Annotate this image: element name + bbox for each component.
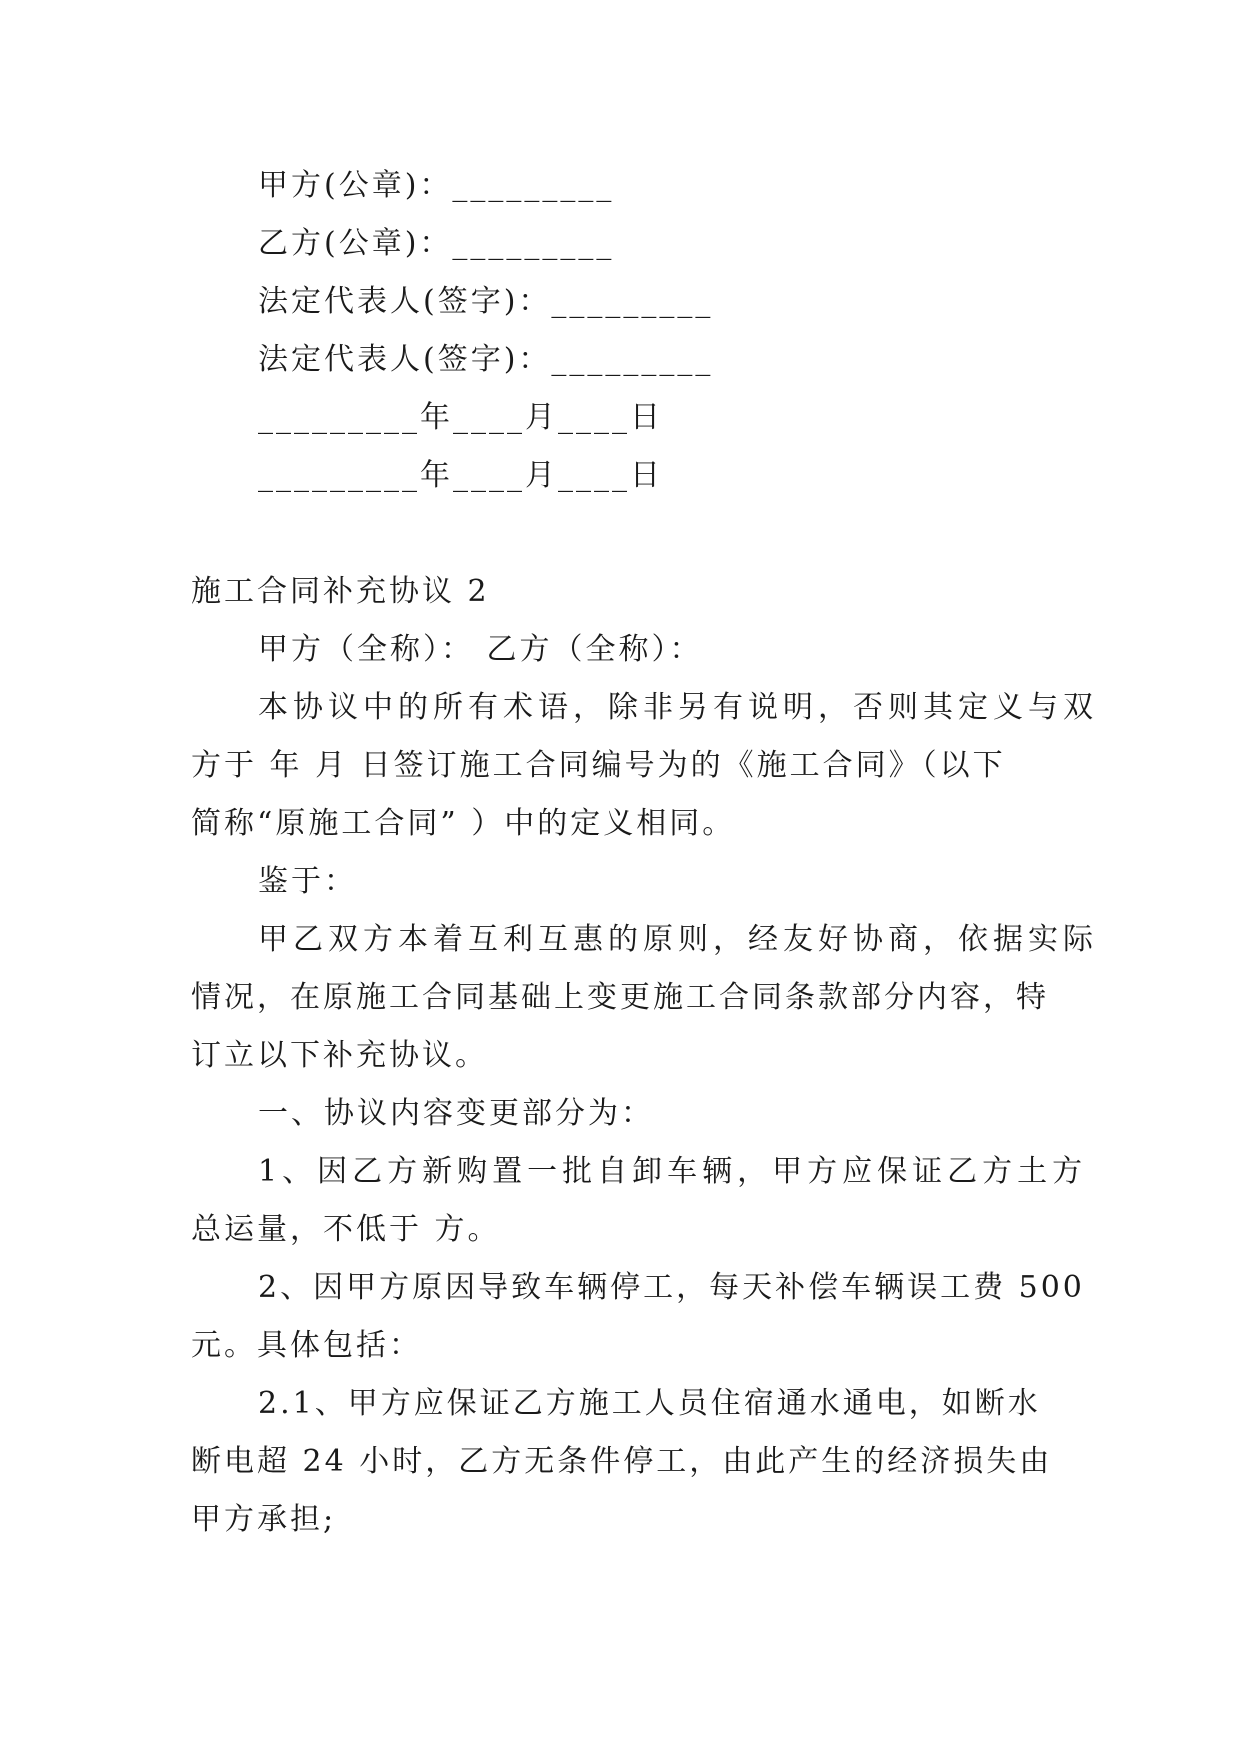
signing-date-line: _________年____月____日 [258, 458, 663, 493]
paragraph-line: 1、因乙方新购置一批自卸车辆，甲方应保证乙方土方 [258, 1154, 1088, 1189]
paragraph-line: 简称“原施工合同” ）中的定义相同。 [191, 806, 736, 841]
paragraph-line: 甲乙双方本着互利互惠的原则，经友好协商，依据实际 [258, 922, 1098, 957]
paragraph-line: 甲方承担; [191, 1502, 337, 1537]
paragraph-line: 2.1、甲方应保证乙方施工人员住宿通水通电，如断水 [258, 1386, 1041, 1421]
legal-rep-signature-line: 法定代表人(签字)：_________ [258, 284, 714, 319]
paragraph-line: 本协议中的所有术语，除非另有说明，否则其定义与双 [258, 690, 1098, 725]
signing-date-line: _________年____月____日 [258, 400, 663, 435]
legal-rep-signature-line: 法定代表人(签字)：_________ [258, 342, 714, 377]
whereas-heading: 鉴于： [258, 864, 357, 899]
paragraph-line: 元。具体包括： [191, 1328, 422, 1363]
paragraph-line: 总运量，不低于 方。 [191, 1212, 501, 1247]
paragraph-line: 情况，在原施工合同基础上变更施工合同条款部分内容，特 [191, 980, 1049, 1015]
party-a-seal-line: 甲方(公章)：_________ [258, 168, 615, 203]
paragraph-line: 2、因甲方原因导致车辆停工，每天补偿车辆误工费 500 [258, 1270, 1085, 1305]
paragraph-line: 断电超 24 小时，乙方无条件停工，由此产生的经济损失由 [191, 1444, 1053, 1479]
paragraph-line: 方于 年 月 日签订施工合同编号为的《施工合同》（以下 [191, 748, 1006, 783]
party-b-seal-line: 乙方(公章)：_________ [258, 226, 615, 261]
paragraph-line: 订立以下补充协议。 [191, 1038, 488, 1073]
agreement-title: 施工合同补充协议 2 [191, 574, 490, 609]
section-heading: 一、协议内容变更部分为： [258, 1096, 654, 1131]
parties-line: 甲方（全称）： 乙方（全称）： [258, 632, 703, 667]
